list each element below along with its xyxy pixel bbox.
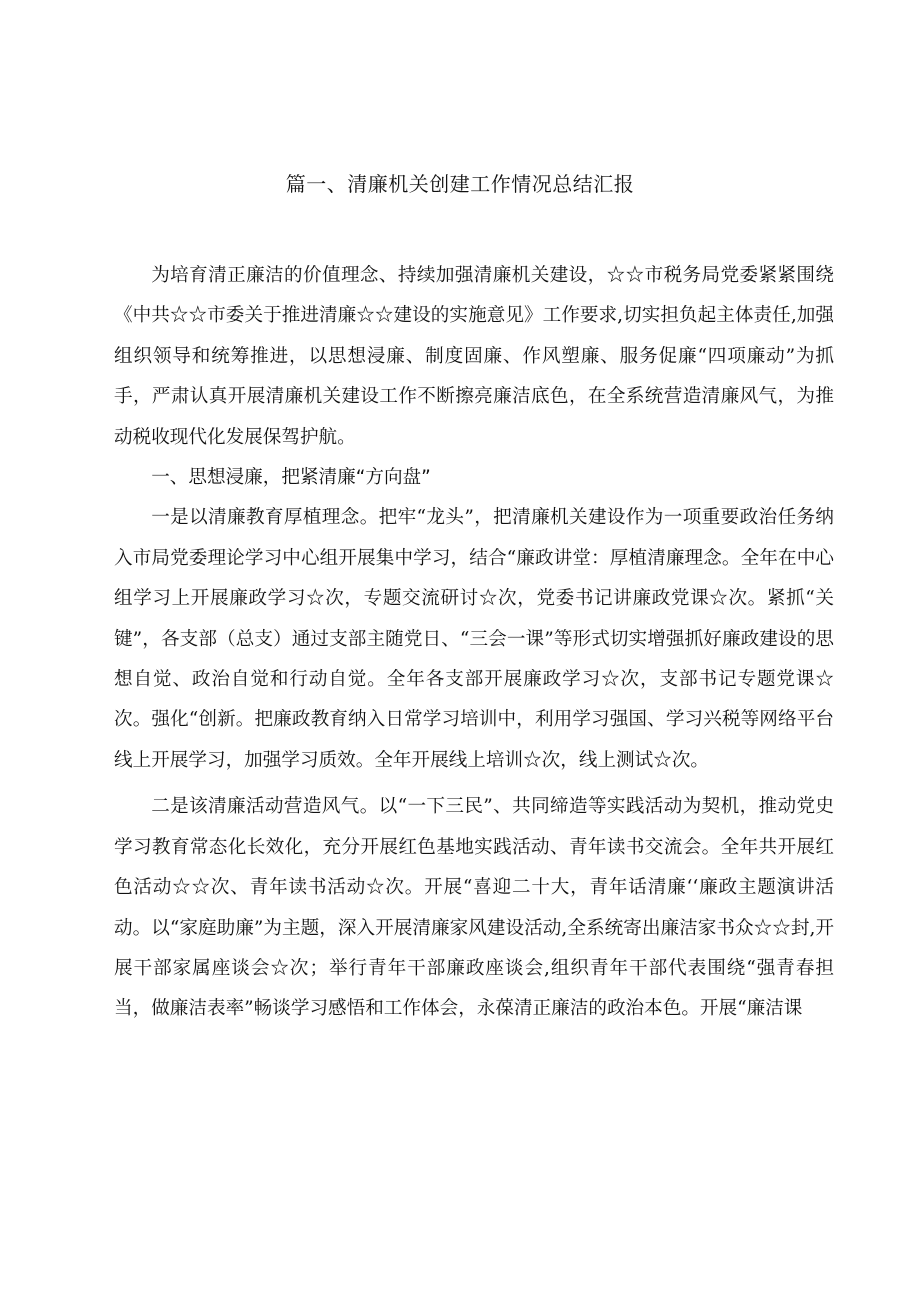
section-heading: 一、思想浸廉，把紧清廉“方向盘” (151, 467, 431, 489)
paragraph-1: 一是以清廉教育厚植理念。把牢“龙头”，把清廉机关建设作为一项重要政治任务纳入市局党委理论学习中心组开展集中学习，结合“廉政讲堂：厚植清廉理念。全年在中心组学习上开展廉政学习☆次，专题交流研讨☆次，党委书记讲廉政党课☆次。紧抓“关键”，各支部（总支）通过支部主随党日、“三会一课”等形式切实增强抓好廉政建设的思想自觉、政治自觉和行动自觉。全年各支部开展廉政学习☆次，支部书记专题党课☆次。强化“创新。把廉政教育纳入日常学习培训中，利用学习强国、学习兴税等网络平台线上开展学习，加强学习质效。全年开展线上培训☆次，线上测试☆次。 (114, 507, 834, 771)
paragraph-2: 二是该清廉活动营造风气。以“一下三民”、共同缔造等实践活动为契机，推动党史学习教育常态化长效化，充分开展红色基地实践活动、青年读书交流会。全年共开展红色活动☆☆次、青年读书活动☆次。开展“喜迎二十大，青年话清廉‘‘廉政主题演讲活动。以“家庭助廉”为主题，深入开展清廉家风建设活动,全系统寄出廉洁家书众☆☆封,开展干部家属座谈会☆次；举行青年干部廉政座谈会,组织青年干部代表围绕“强青春担当，做廉洁表率”畅谈学习感悟和工作体会，永葆清正廉洁的政治本色。开展“廉洁课 (114, 796, 834, 1020)
intro-paragraph: 为培育清正廉洁的价值理念、持续加强清廉机关建设，☆☆市税务局党委紧紧围绕《中共☆☆市委关于推进清廉☆☆建设的实施意见》工作要求,切实担负起主体责任,加强组织领导和统筹推进，以思想浸廉、制度固廉、作风塑廉、服务促廉“四项廉动”为抓手，严肃认真开展清廉机关建设工作不断擦亮廉洁底色，在全系统营造清廉风气，为推动税收现代化发展保驾护航。 (114, 265, 834, 448)
document-title: 篇一、清廉机关创建工作情况总结汇报 (285, 172, 635, 196)
document-body (114, 256, 834, 1030)
